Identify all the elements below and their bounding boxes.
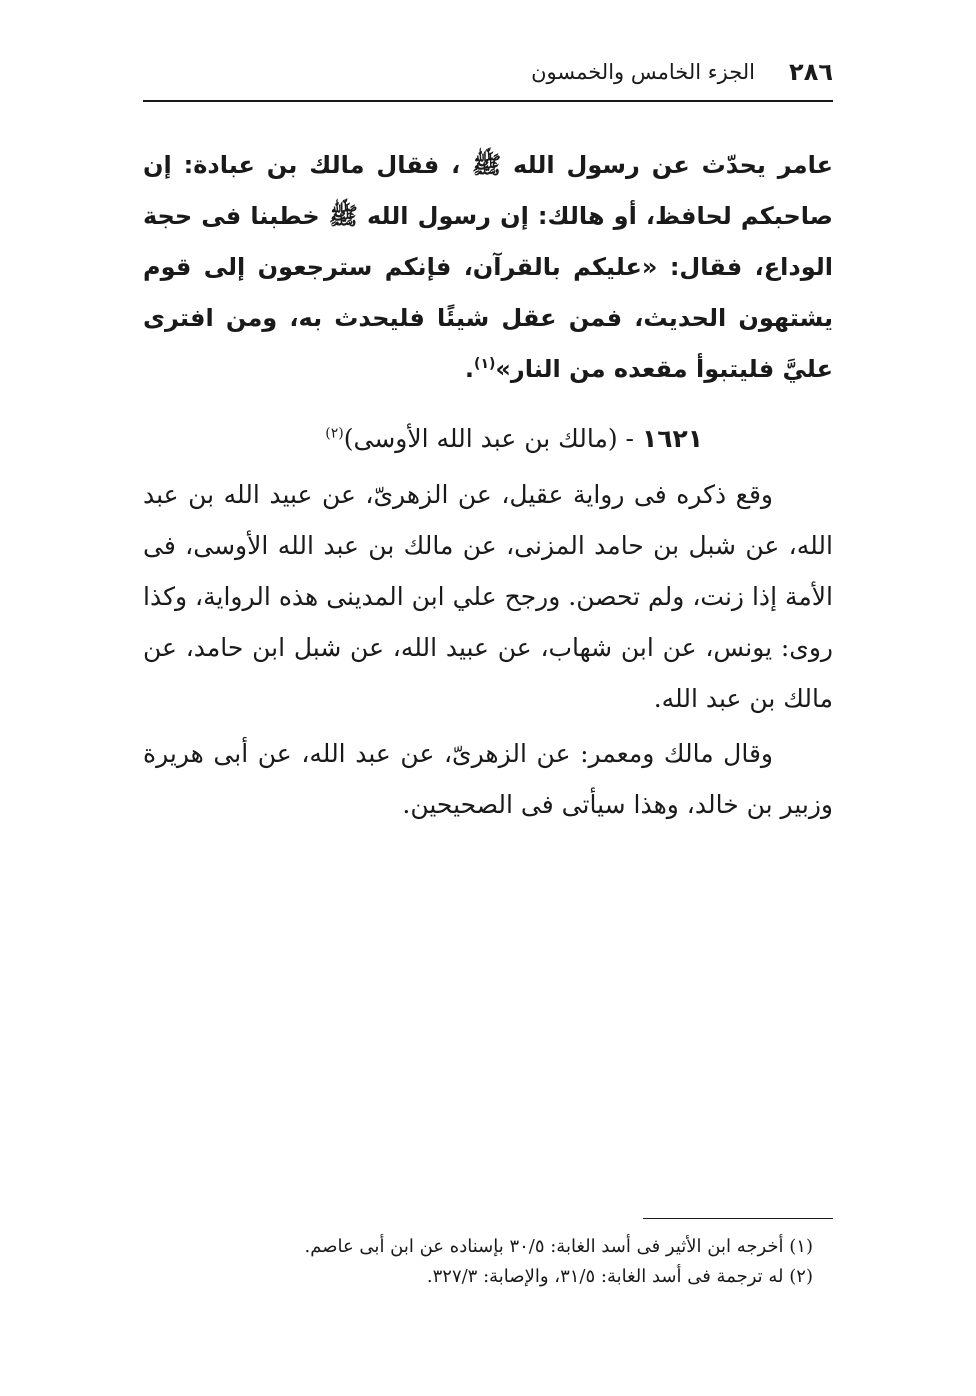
footnote-ref-1: (١) [474,356,496,372]
main-text [143,140,833,830]
footnote-2: (٢) له ترجمة فى أسد الغابة: ٣١/٥، والإصابة: ٣٢٧/٣. [426,1266,813,1287]
paragraph-hadith [143,140,833,395]
footnote-1: (١) أخرجه ابن الأثير فى أسد الغابة: ٣٠/٥ بإسناده عن ابن أبى عاصم. [304,1236,813,1257]
footnotes [143,1232,833,1292]
header-rule [143,100,833,102]
paragraph-entry-1: وقع ذكره فى رواية عقيل، عن الزهرىّ، عن عبيد الله بن عبد الله، عن شبل بن حامد المزنى، عن مالك بن عبد الله الأوسى، فى الأمة إذا زنت، ولم تحصن. ورجح علي ابن المدينى هذه الرواية، وكذا روى: يونس، عن ابن شهاب، عن عبيد الله، عن شبل ابن حامد، عن مالك بن عبد الله. [143,480,833,713]
running-header [143,58,833,98]
entry-dash: - [617,424,642,453]
running-title: الجزء الخامس والخمسون [531,60,755,84]
paragraph-entry-2: وقال مالك ومعمر: عن الزهرىّ، عن عبد الله، عن أبى هريرة وزبير بن خالد، وهذا سيأتى فى الصحيحين. [143,739,833,819]
paragraph-hadith-text: عامر يحدّث عن رسول الله ﷺ ، فقال مالك بن عبادة: إن صاحبكم لحافظ، أو هالك: إن رسول الله ﷺ خطبنا فى حجة الوداع، فقال: «عليكم بالقرآن، فإنكم سترجعون إلى قوم يشتهون الحديث، فمن عقل شيئًا فليحدث به، ومن افترى عليَّ فليتبوأ مقعده من النار» [143,151,833,383]
footnote-rule [643,1218,833,1219]
entry-heading [143,415,833,463]
paragraph-hadith-end: . [464,355,475,383]
footnote-ref-2: (٢) [325,425,344,442]
entry-number: ١٦٢١ [641,424,703,453]
page-number: ٢٨٦ [789,58,833,86]
entry-title: (مالك بن عبد الله الأوسى) [343,424,618,453]
